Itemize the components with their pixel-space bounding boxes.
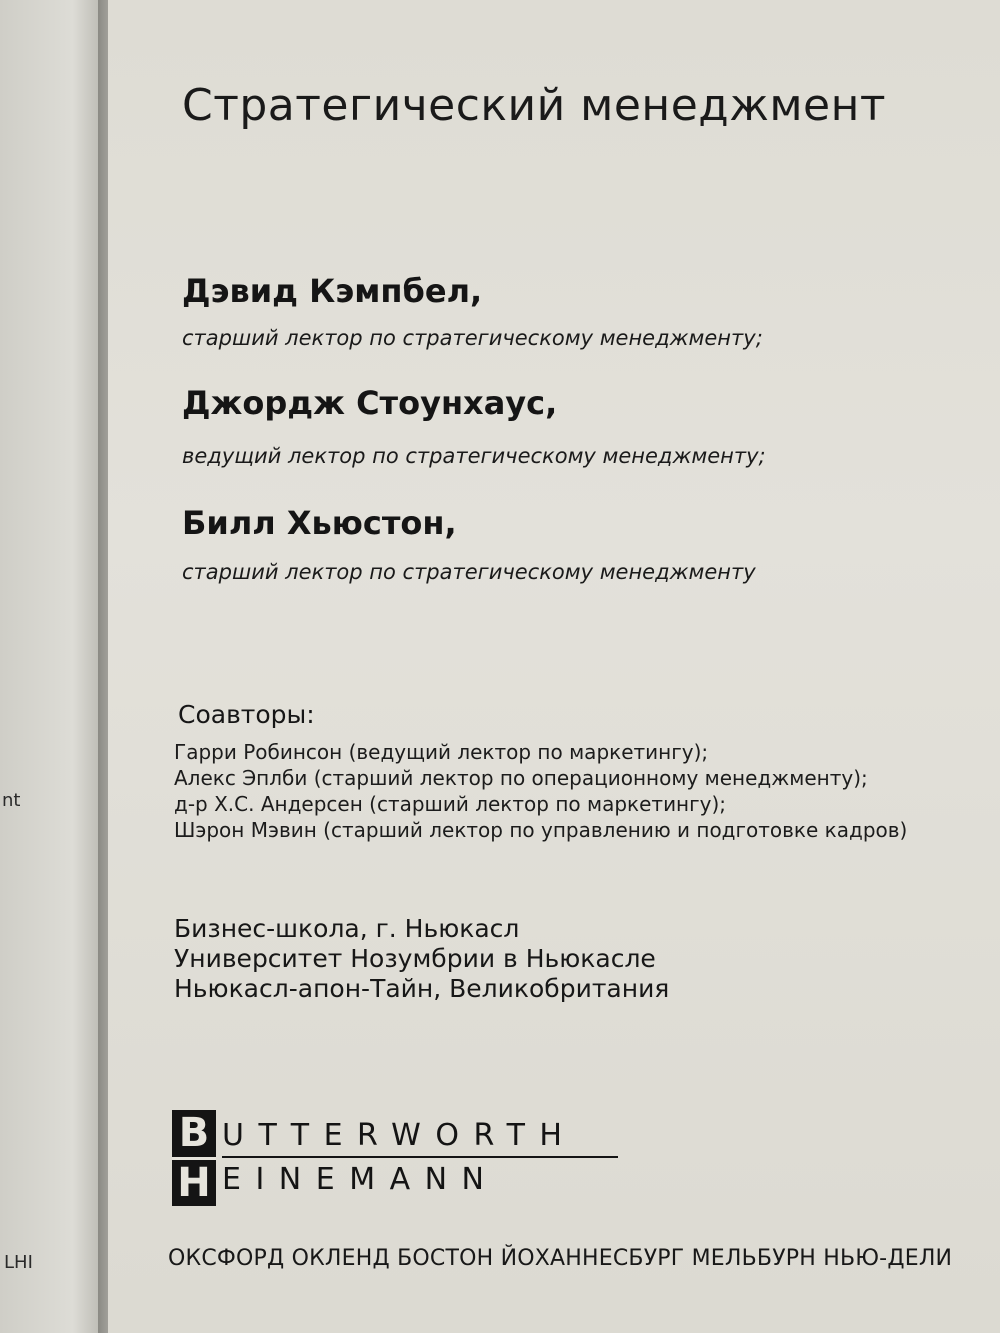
school-line: Университет Нозумбрии в Ньюкасле <box>174 944 656 973</box>
author-role: ведущий лектор по стратегическому менеджменту; <box>182 444 766 468</box>
author-role: старший лектор по стратегическому менеджменту <box>182 560 756 584</box>
left-page-fragment: LHI <box>4 1252 33 1273</box>
school-line: Ньюкасл-апон-Тайн, Великобритания <box>174 974 670 1003</box>
coauthor-line: Гарри Робинсон (ведущий лектор по маркетингу); <box>174 740 709 764</box>
logo-monogram <box>172 1110 216 1206</box>
author-name: Дэвид Кэмпбел, <box>182 272 483 310</box>
left-page-fragment: nt <box>2 790 21 811</box>
coauthor-line: Шэрон Мэвин (старший лектор по управлению и подготовке кадров) <box>174 818 908 842</box>
author-role: старший лектор по стратегическому менеджменту; <box>182 326 763 350</box>
logo-initial: H <box>177 1160 211 1206</box>
logo-wordmark: UTTERWORTH <box>222 1118 577 1153</box>
logo-wordmark: EINEMANN <box>222 1162 499 1197</box>
coauthor-line: д-р Х.С. Андерсен (старший лектор по маркетингу); <box>174 792 727 816</box>
left-facing-page <box>0 0 104 1333</box>
coauthors-heading: Соавторы: <box>178 700 315 729</box>
logo-initial: B <box>178 1110 210 1156</box>
publisher-logo <box>172 1110 622 1206</box>
coauthor-line: Алекс Эплби (старший лектор по операционному менеджменту); <box>174 766 868 790</box>
school-line: Бизнес-школа, г. Ньюкасл <box>174 914 520 943</box>
logo-rule <box>222 1156 618 1158</box>
publisher-cities: ОКСФОРД ОКЛЕНД БОСТОН ЙОХАННЕСБУРГ МЕЛЬБУРН НЬЮ-ДЕЛИ <box>168 1246 953 1271</box>
author-name: Билл Хьюстон, <box>182 504 457 542</box>
title-page <box>108 0 1000 1333</box>
book-title: Стратегический менеджмент <box>182 80 886 131</box>
author-name: Джордж Стоунхаус, <box>182 384 558 422</box>
